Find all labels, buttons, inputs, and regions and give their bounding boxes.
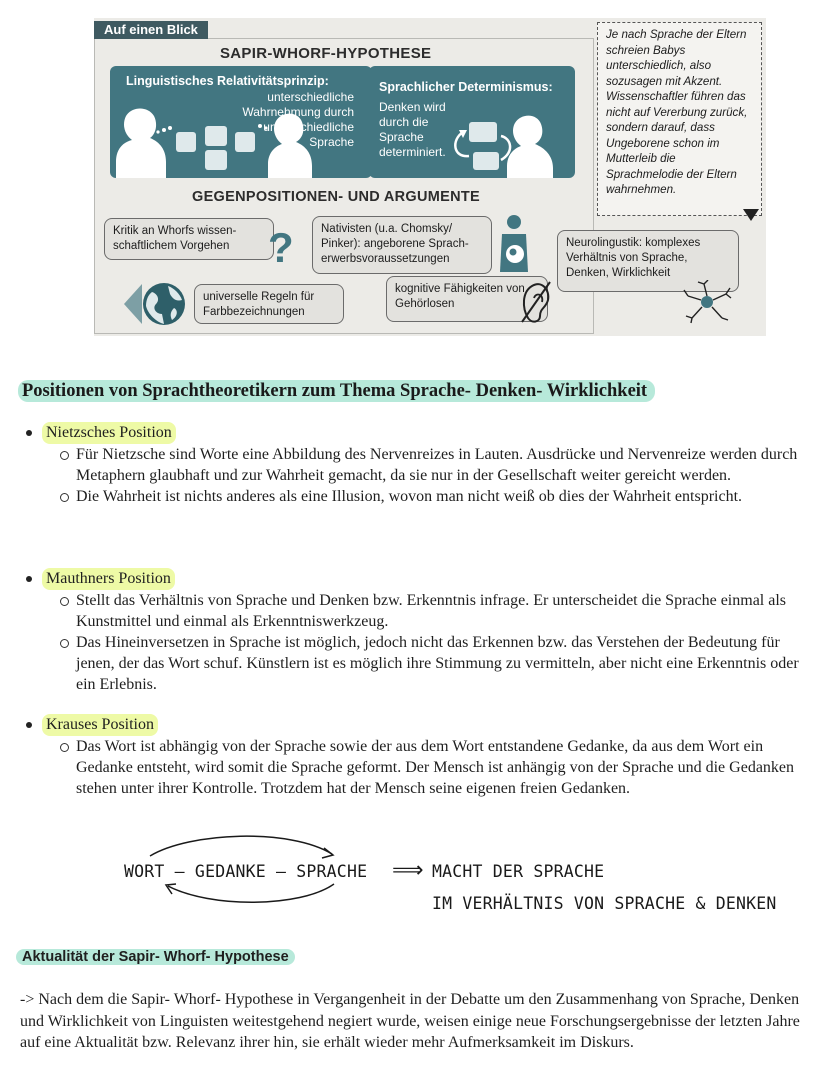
argument-criticism: Kritik an Whorfs wissen-schaftlichem Vorgehen	[104, 218, 274, 260]
position-label: Krauses Position	[42, 714, 158, 736]
position-label-row	[22, 568, 812, 590]
question-mark-icon	[266, 224, 296, 268]
neuron-icon	[682, 280, 732, 324]
diagram-conclusion-2: IM VERHÄLTNIS VON SPRACHE & DENKEN	[432, 894, 777, 913]
argument-neurolinguistics: Neurolingustik: komplexes Verhältnis von Sprache, Denken, Wirklichkeit	[557, 230, 739, 292]
determinism-body: Denken wird durch die Sprache determiniert.	[379, 100, 446, 159]
determinism-box	[369, 66, 575, 178]
diagram-arrow: ⟹	[392, 858, 424, 883]
bullet-icon	[26, 576, 32, 582]
position-nietzsche	[22, 422, 812, 507]
triangle-marker-icon	[742, 208, 760, 222]
globe-icon	[122, 280, 198, 328]
position-label-row	[22, 714, 812, 736]
position-point: Für Nietzsche sind Worte eine Abbildung des Nervenreizes in Lauten. Ausdrücke und Nervenreize werden durch Metaphern glaubhaft und zur Wahrheit gemacht, da sie nur in der Gesellschaft weiter gereicht werden.	[22, 444, 812, 486]
argument-deaf-cognition: kognitive Fähigkeiten von Gehörlosen	[386, 276, 548, 322]
position-point: Das Wort ist abhängig von der Sprache sowie der aus dem Wort entstandene Gedanke, da aus dem Wort ein Gedanke entsteht, wird somit die Sprache geformt. Der Mensch ist anhängig von der Sprache und die Gedanken stehen unter ihrer Kontrolle. Trotzdem hat der Mensch seine eigenen freien Gedanken.	[22, 736, 812, 799]
bullet-icon	[26, 722, 32, 728]
actuality-paragraph: -> Nach dem die Sapir- Whorf- Hypothese in Vergangenheit in der Debatte um den Zusammenhang von Sprache, Denken und Wirklichkeit von Linguisten weitestgehend negiert wurde, weisen einige neue Forschungsergebnisse der letzten Jahre auf eine Aktualität bzw. Relevanz ihrer hin, sie erhält wieder mehr Aufmerksamkeit im Diskurs.	[20, 991, 800, 1051]
position-krause	[22, 714, 812, 799]
diagram-conclusion-1: MACHT DER SPRACHE	[432, 862, 605, 881]
sidenote-babies: Je nach Sprache der Eltern schreien Babys unterschiedlich, also sozusagen mit Akzent. Wissenschaftler führen das nicht auf Vererbung zurück, sondern darauf, dass Ungeborene schon im Mutterleib die Sprachmelodie der Eltern wahrnehmen.	[597, 22, 762, 216]
position-point: Die Wahrheit ist nichts anderes als eine Illusion, wovon man nicht weiß ob dies der Wahrheit entspricht.	[22, 486, 812, 507]
relativity-body: unterschiedliche Wahrnehmung durch unter-schiedliche Sprache	[242, 90, 354, 149]
counterarguments-title: GEGENPOSITIONEN- UND ARGUMENTE	[192, 189, 481, 205]
infographic-title: SAPIR-WHORF-HYPOTHESE	[220, 45, 432, 62]
pregnant-woman-icon	[494, 214, 534, 274]
position-mauthner	[22, 568, 812, 695]
argument-color-terms: universelle Regeln für Farbbezeichnungen	[194, 284, 344, 324]
document-heading-text: Positionen von Sprachtheoretikern zum Thema Sprache- Denken- Wirklichkeit	[18, 380, 655, 402]
relativity-box	[110, 66, 372, 178]
crossed-ear-icon	[518, 278, 554, 326]
position-label: Nietzsches Position	[42, 422, 176, 444]
position-point: Stellt das Verhältnis von Sprache und Denken bzw. Erkenntnis infrage. Er unterscheidet die Sprache einmal als Kunstmittel und einmal als Erkenntniswerkzeug.	[22, 590, 812, 632]
svg-text:?: ?	[268, 224, 294, 268]
argument-nativists: Nativisten (u.a. Chomsky/ Pinker): angeborene Sprach-erwerbsvoraussetzungen	[312, 216, 492, 274]
section-heading	[16, 946, 295, 968]
position-label: Mauthners Position	[42, 568, 175, 590]
infographic-tab: Auf einen Blick	[94, 21, 208, 39]
infographic-panel	[94, 18, 766, 336]
diagram-chain: WORT – GEDANKE – SPRACHE	[124, 862, 368, 881]
document-heading	[18, 378, 655, 404]
position-point: Das Hineinversetzen in Sprache ist möglich, jedoch nicht das Erkennen bzw. das Verstehen der Bedeutung für jenen, der das Wort schuf. Künstlern ist es möglich ihre Stimmung zu vermitteln, aber nicht eine Erkenntnis oder ein Erlebnis.	[22, 632, 812, 695]
section-heading-text: Aktualität der Sapir- Whorf- Hypothese	[16, 949, 295, 965]
word-thought-language-diagram	[120, 834, 780, 924]
bullet-icon	[26, 430, 32, 436]
position-label-row	[22, 422, 812, 444]
relativity-heading: Linguistisches Relativitätsprinzip:	[126, 74, 329, 88]
determinism-heading: Sprachlicher Determinismus:	[379, 80, 553, 94]
